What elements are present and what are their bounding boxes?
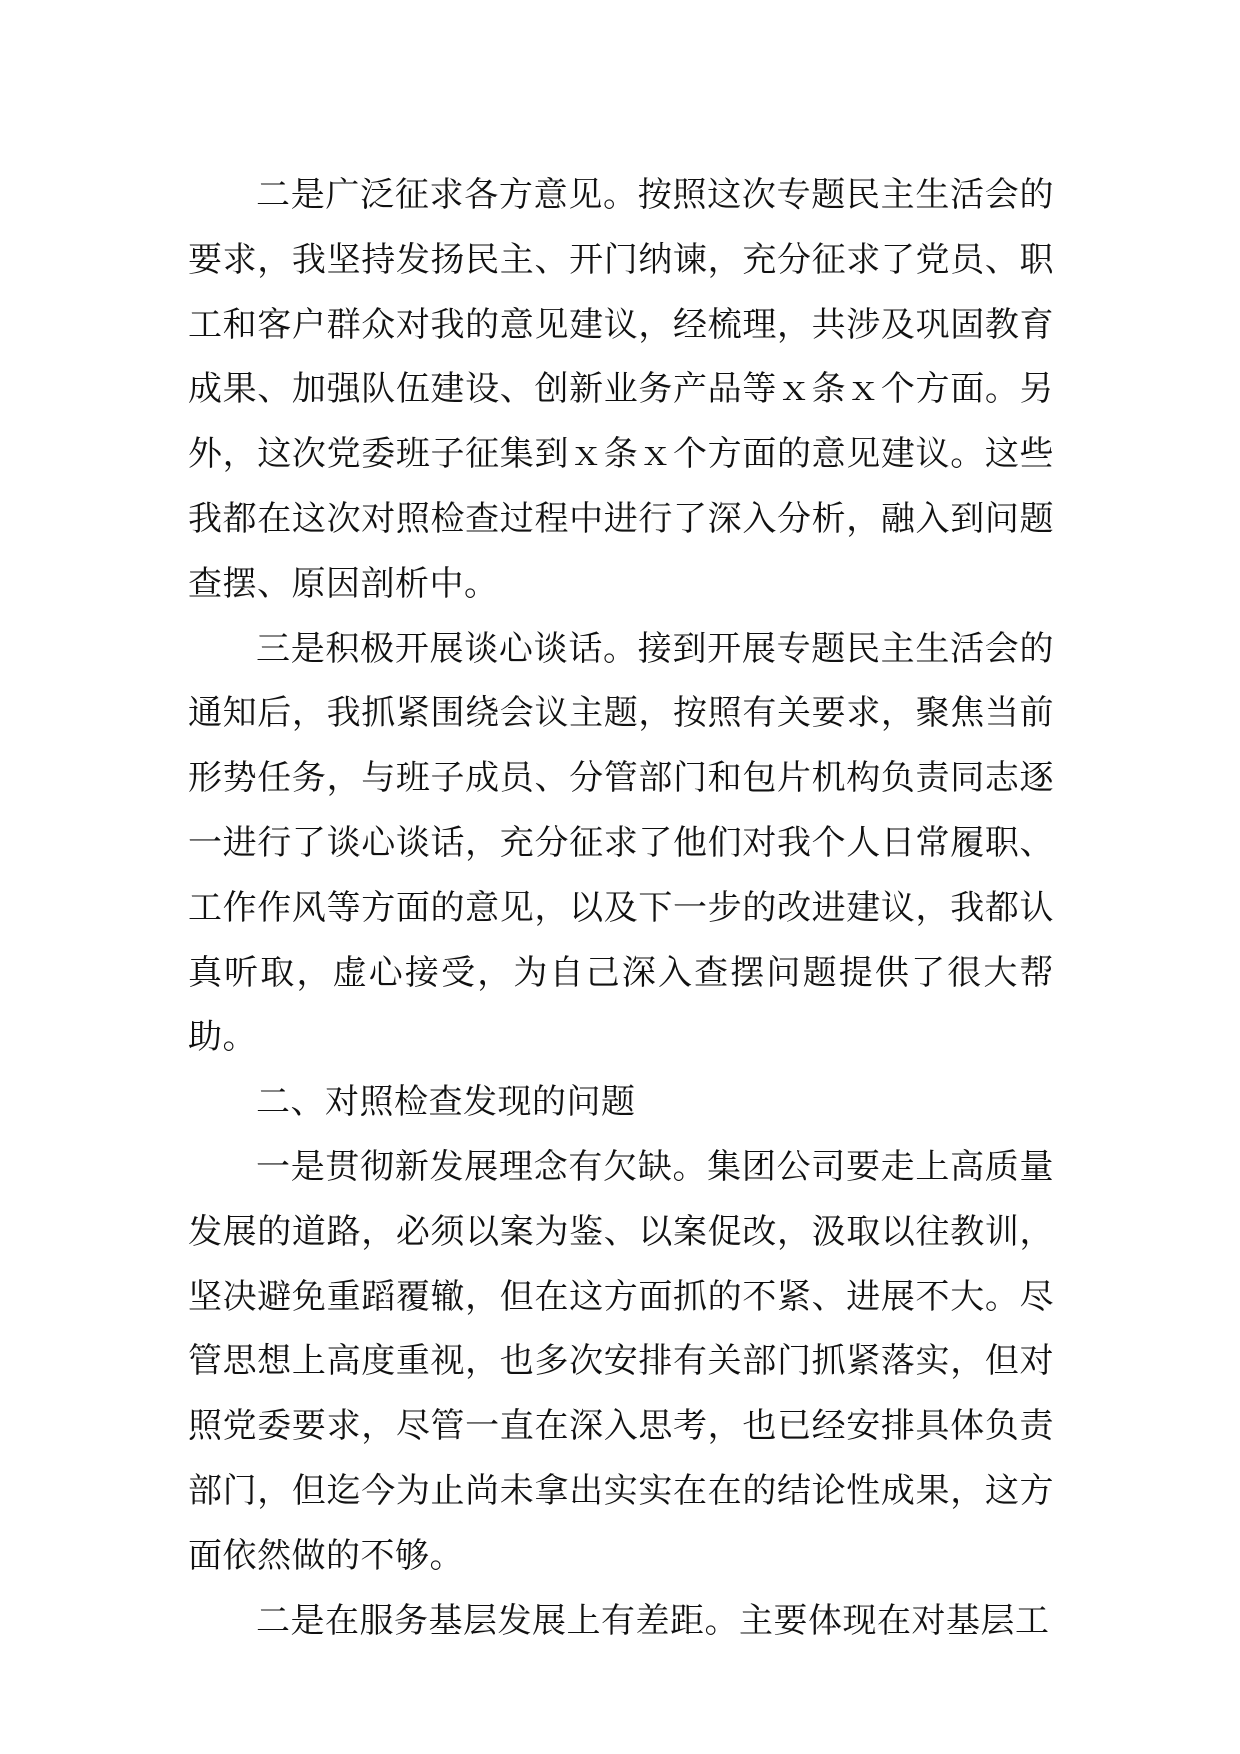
section-heading-problems-found: 二、对照检查发现的问题 (256, 1082, 636, 1123)
paragraph-new-development-concept: 一是贯彻新发展理念有欠缺。集团公司要走上高质量发展的道路，必须以案为鉴、以案促改，汲取以往教训，坚决避免重蹈覆辙，但在这方面抓的不紧、进展不大。尽管思想上高度重视，也多次安排有关部门抓紧落实，但对照党委要求，尽管一直在深入思考，也已经安排具体负责部门，但迄今为止尚未拿出实实在在的结论性成果，这方面依然做的不够。 (188, 1146, 1054, 1576)
paragraph-solicit-opinions: 二是广泛征求各方意见。按照这次专题民主生活会的要求，我坚持发扬民主、开门纳谏，充分征求了党员、职工和客户群众对我的意见建议，经梳理，共涉及巩固教育成果、加强队伍建设、创新业务产品等ｘ条ｘ个方面。另外，这次党委班子征集到ｘ条ｘ个方面的意见建议。这些我都在这次对照检查过程中进行了深入分析，融入到问题查摆、原因剖析中。 (188, 175, 1054, 604)
paragraph-serving-grassroots: 二是在服务基层发展上有差距。主要体现在对基层工 (256, 1600, 1050, 1641)
paragraph-heart-to-heart-talks: 三是积极开展谈心谈话。接到开展专题民主生活会的通知后，我抓紧围绕会议主题，按照有关要求，聚焦当前形势任务，与班子成员、分管部门和包片机构负责同志逐一进行了谈心谈话，充分征求了他们对我个人日常履职、工作作风等方面的意见，以及下一步的改进建议，我都认真听取，虚心接受，为自己深入查摆问题提供了很大帮助。 (188, 628, 1054, 1058)
document-body (188, 163, 1054, 1653)
